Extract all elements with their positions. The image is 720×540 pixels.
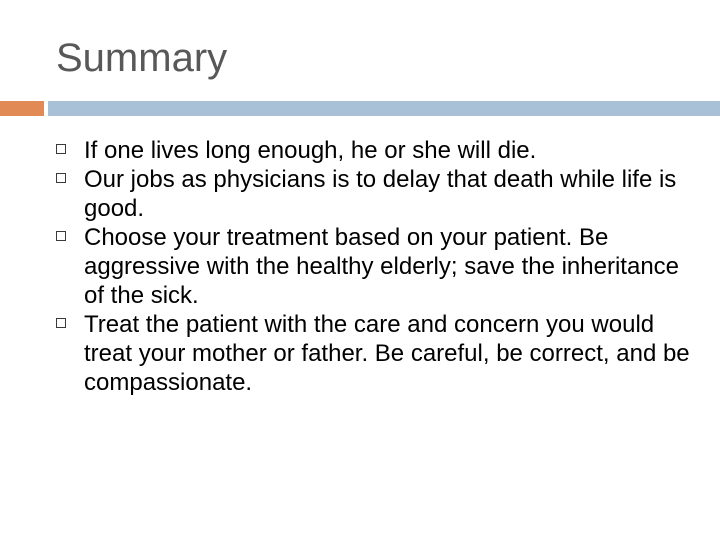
slide-title: Summary [56, 36, 228, 80]
bullet-item [56, 136, 696, 165]
title-rule-bar [48, 101, 720, 116]
bullet-list [56, 136, 696, 397]
bullet-item [56, 310, 696, 397]
bullet-text: Choose your treatment based on your patient. Be aggressive with the healthy elderly; save the inheritance of the sick. [84, 224, 680, 309]
accent-bar [0, 101, 44, 116]
checkbox-icon [56, 318, 66, 328]
bullet-item [56, 165, 696, 223]
checkbox-icon [56, 173, 66, 183]
bullet-text: If one lives long enough, he or she will die. [84, 137, 537, 164]
bullet-text: Treat the patient with the care and concern you would treat your mother or father. Be careful, be correct, and be compassionate. [84, 311, 690, 396]
checkbox-icon [56, 144, 66, 154]
bullet-item [56, 223, 696, 310]
checkbox-icon [56, 231, 66, 241]
bullet-text: Our jobs as physicians is to delay that death while life is good. [84, 166, 677, 222]
